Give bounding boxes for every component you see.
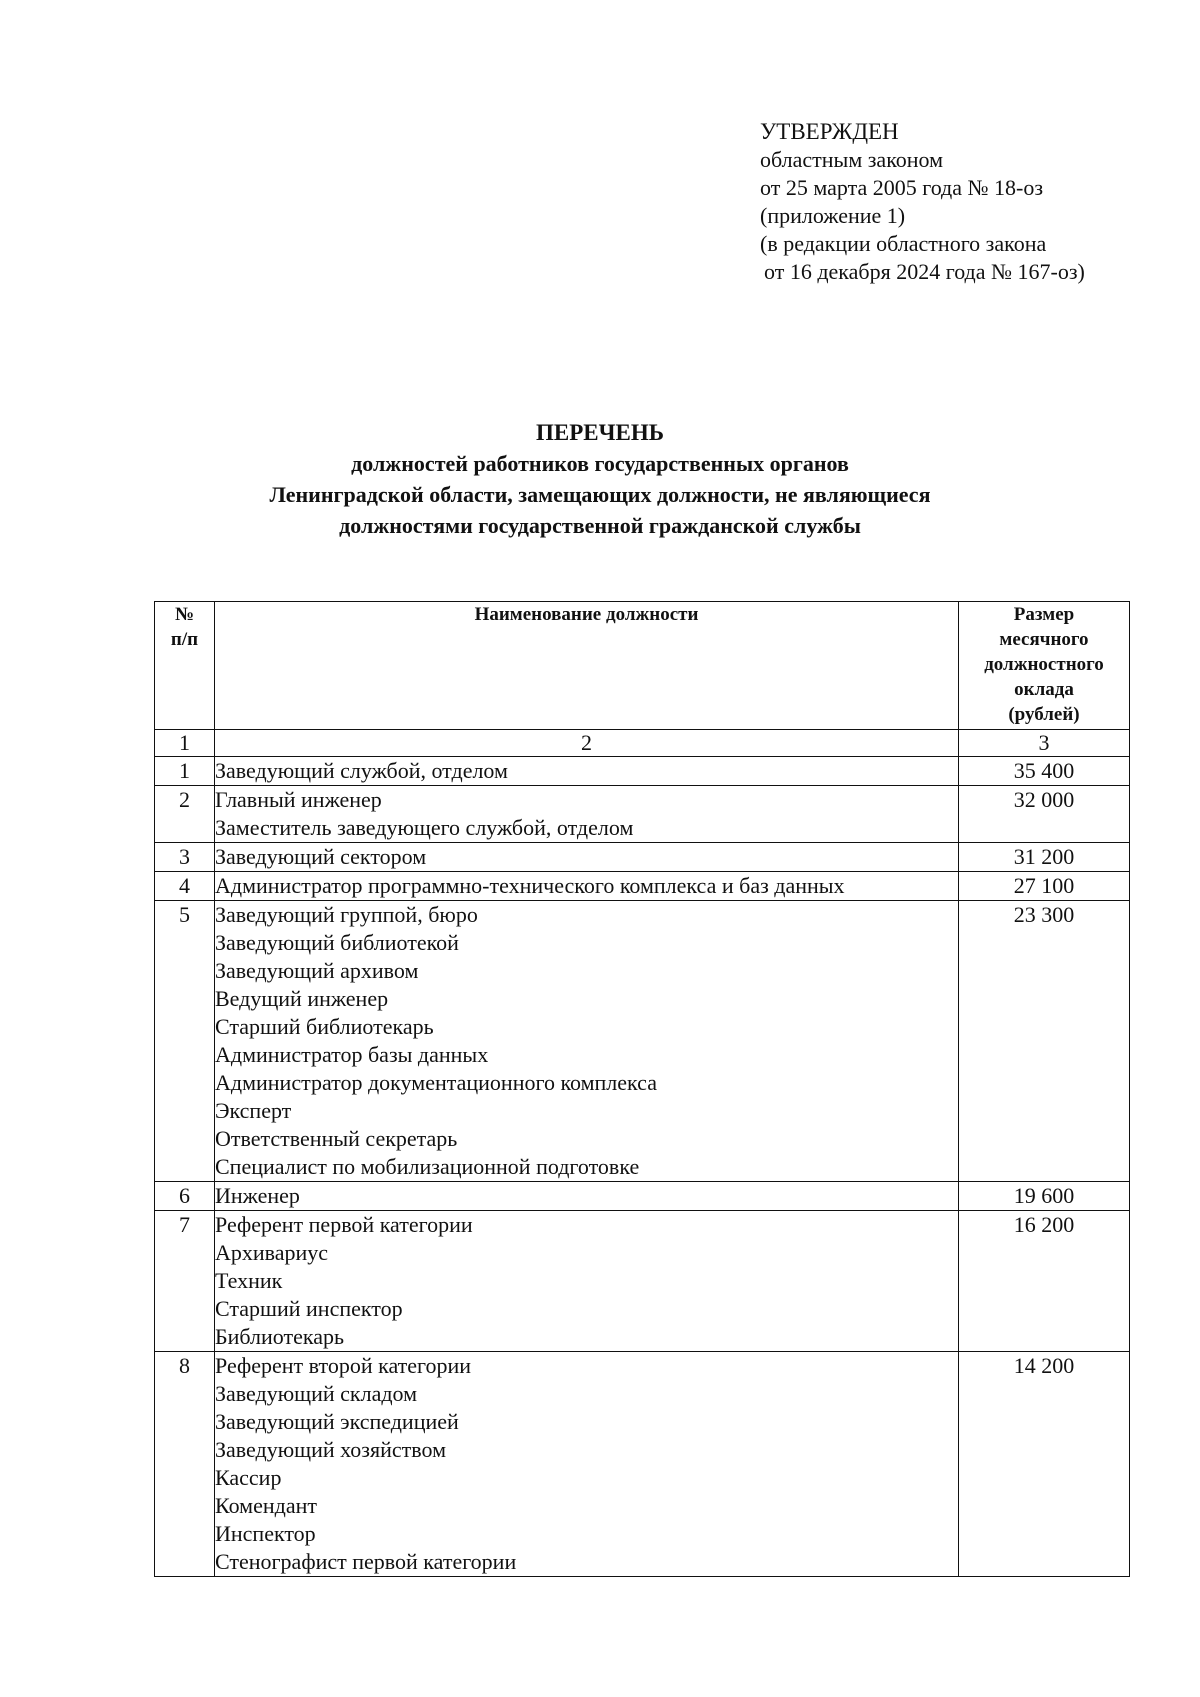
position-name: Референт первой категории [215,1212,473,1237]
position-name: Заведующий хозяйством [215,1437,446,1462]
position-name: Библиотекарь [215,1324,345,1349]
position-name: Ответственный секретарь [215,1126,458,1151]
table-row [155,1352,1130,1577]
column-number: 2 [215,730,959,757]
position-name: Заведующий службой, отделом [215,758,508,783]
row-positions [215,1352,959,1577]
position-name: Старший инспектор [215,1296,403,1321]
table-row [155,872,1130,901]
position-name: Комендант [215,1493,317,1518]
position-name: Эксперт [215,1098,292,1123]
table-row [155,901,1130,1182]
position-name: Ведущий инженер [215,986,389,1011]
position-name: Заведующий библиотекой [215,930,459,955]
header-number [155,602,215,730]
position-name: Заведующий группой, бюро [215,902,478,927]
row-salary: 35 400 [959,757,1130,786]
row-positions [215,786,959,843]
approval-line: (в редакции областного закона [760,231,1047,256]
document-heading [150,417,1050,541]
table-header-row [155,602,1130,730]
header-salary-line: (рублей) [1008,704,1080,725]
header-position-name: Наименование должности [215,602,959,730]
table-row [155,1182,1130,1211]
table-row [155,1211,1130,1352]
row-salary: 14 200 [959,1352,1130,1577]
row-positions [215,843,959,872]
table-row [155,757,1130,786]
header-salary-line: месячного [999,629,1089,650]
row-number: 4 [155,872,215,901]
position-name: Администратор программно-технического комплекса и баз данных [215,873,845,898]
approval-line: от 25 марта 2005 года № 18-оз [760,175,1044,200]
header-salary-line: Размер [1013,604,1075,625]
header-salary [959,602,1130,730]
row-number: 2 [155,786,215,843]
position-name: Инженер [215,1183,300,1208]
position-name: Кассир [215,1465,282,1490]
row-positions [215,872,959,901]
row-number: 3 [155,843,215,872]
approval-title: УТВЕРЖДЕН [760,119,899,144]
table-row [155,843,1130,872]
position-name: Специалист по мобилизационной подготовке [215,1154,640,1179]
document-title: ПЕРЕЧЕНЬ [536,420,664,445]
row-number: 6 [155,1182,215,1211]
approval-line: областным законом [760,147,944,172]
approval-line: от 16 декабря 2024 года № 167-оз) [764,259,1085,284]
position-name: Инспектор [215,1521,316,1546]
positions-table [154,601,1130,1577]
approval-line: (приложение 1) [760,203,906,228]
row-positions [215,1211,959,1352]
position-name: Архивариус [215,1240,329,1265]
document-subtitle-line: Ленинградской области, замещающих должности, не являющиеся [269,482,931,507]
document-subtitle-line: должностей работников государственных органов [351,451,849,476]
row-salary: 27 100 [959,872,1130,901]
row-salary: 23 300 [959,901,1130,1182]
column-number: 3 [959,730,1130,757]
column-number-row [155,730,1130,757]
column-number: 1 [155,730,215,757]
document-subtitle-line: должностями государственной гражданской службы [339,513,861,538]
header-salary-line: оклада [1014,679,1074,700]
row-number: 8 [155,1352,215,1577]
row-number: 5 [155,901,215,1182]
row-number: 7 [155,1211,215,1352]
header-number-line: № [174,604,195,625]
row-number: 1 [155,757,215,786]
position-name: Заместитель заведующего службой, отделом [215,815,634,840]
approval-stamp [760,118,1085,286]
position-name: Администратор базы данных [215,1042,489,1067]
row-positions [215,901,959,1182]
row-positions [215,757,959,786]
position-name: Администратор документационного комплекса [215,1070,657,1095]
row-salary: 32 000 [959,786,1130,843]
position-name: Заведующий архивом [215,958,419,983]
row-salary: 16 200 [959,1211,1130,1352]
row-salary: 31 200 [959,843,1130,872]
table-row [155,786,1130,843]
position-name: Референт второй категории [215,1353,472,1378]
header-salary-line: должностного [984,654,1104,675]
row-positions [215,1182,959,1211]
position-name: Техник [215,1268,283,1293]
position-name: Заведующий сектором [215,844,427,869]
position-name: Стенографист первой категории [215,1549,517,1574]
position-name: Главный инженер [215,787,382,812]
row-salary: 19 600 [959,1182,1130,1211]
position-name: Старший библиотекарь [215,1014,434,1039]
position-name: Заведующий складом [215,1381,418,1406]
position-name: Заведующий экспедицией [215,1409,459,1434]
header-number-line: п/п [170,629,199,650]
